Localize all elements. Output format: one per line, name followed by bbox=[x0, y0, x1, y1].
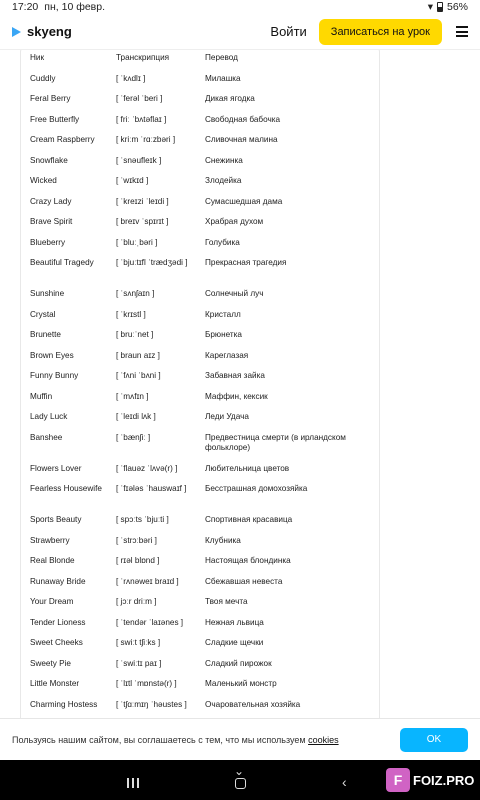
transcription-cell: [ ˈbjuːtɪfl ˈtrædʒədi ] bbox=[116, 258, 188, 267]
translation-cell: Прекрасная трагедия bbox=[205, 258, 287, 267]
transcription-cell: [ ˈkrɪstl ] bbox=[116, 309, 146, 319]
translation-cell: Дикая ягодка bbox=[205, 94, 255, 103]
header-nick: Ник bbox=[30, 53, 45, 62]
cookie-text: Пользуясь нашим сайтом, вы соглашаетесь с тем, что мы используем bbox=[12, 734, 309, 745]
transcription-cell: [ bruːˈnet ] bbox=[116, 330, 154, 339]
transcription-cell: [ ˈferəl ˈberi ] bbox=[116, 94, 163, 103]
nick-cell: Muffin bbox=[30, 391, 53, 401]
header-transcription: Транскрипция bbox=[116, 53, 170, 62]
cookies-link[interactable]: cookies bbox=[308, 734, 339, 745]
transcription-cell: [ ˈlɪtl ˈmɒnstə(r) ] bbox=[116, 679, 177, 688]
logo-icon bbox=[12, 27, 21, 37]
site-header bbox=[0, 14, 480, 50]
translation-cell: Брюнетка bbox=[205, 330, 242, 339]
nick-cell: Flowers Lover bbox=[30, 463, 82, 473]
translation-cell: Предвестница смерти (в ирландском фольклоре) bbox=[205, 432, 346, 452]
translation-cell: Милашка bbox=[205, 73, 241, 83]
cookie-ok-button[interactable]: OK bbox=[400, 728, 468, 752]
transcription-cell: [ ˈswiːtɪ paɪ ] bbox=[116, 658, 162, 668]
translation-cell: Очаровательная хозяйка bbox=[205, 699, 301, 709]
translation-cell: Сладкие щечки bbox=[205, 638, 264, 647]
battery-icon bbox=[437, 2, 443, 12]
translation-cell: Маленький монстр bbox=[205, 679, 277, 688]
nick-cell: Beautiful Tragedy bbox=[30, 258, 94, 267]
nick-cell: Tender Lioness bbox=[30, 617, 86, 627]
translation-cell: Голубика bbox=[205, 237, 240, 247]
menu-icon[interactable] bbox=[456, 26, 468, 37]
transcription-cell: [ ˈfɪələs ˈhauswaɪf ] bbox=[116, 484, 187, 493]
translation-cell: Спортивная красавица bbox=[205, 515, 293, 524]
cookie-message bbox=[12, 735, 339, 745]
status-date: пн, 10 февр. bbox=[44, 1, 106, 13]
nick-cell: Snowflake bbox=[30, 155, 68, 165]
home-icon[interactable] bbox=[235, 778, 246, 789]
translation-cell: Сладкий пирожок bbox=[205, 658, 272, 668]
nick-cell: Feral Berry bbox=[30, 94, 71, 103]
transcription-cell: [ swiːt tʃiːks ] bbox=[116, 638, 161, 647]
translation-cell: Сумасшедшая дама bbox=[205, 196, 283, 206]
nick-cell: Banshee bbox=[30, 432, 63, 442]
translation-cell: Бесстрашная домохозяйка bbox=[205, 484, 308, 493]
transcription-cell: [ ˈsnəufleɪk ] bbox=[116, 155, 162, 165]
transcription-cell: [ kriːm ˈrɑːzbəri ] bbox=[116, 135, 176, 144]
nick-cell: Blueberry bbox=[30, 237, 66, 247]
translation-cell: Снежинка bbox=[205, 155, 243, 165]
nick-cell: Fearless Housewife bbox=[30, 484, 102, 493]
chevron-down-icon[interactable]: ⌄ bbox=[234, 764, 245, 778]
signup-lesson-button[interactable]: Записаться на урок bbox=[319, 19, 442, 45]
transcription-cell: [ ˈwɪkɪd ] bbox=[116, 176, 149, 185]
nick-cell: Sports Beauty bbox=[30, 515, 82, 524]
page-content bbox=[0, 50, 480, 718]
transcription-cell: [ ˈbluːˌbəri ] bbox=[116, 237, 158, 247]
nick-cell: Free Butterfly bbox=[30, 114, 80, 124]
nick-cell: Runaway Bride bbox=[30, 576, 86, 586]
transcription-cell: [ breɪv ˈspɪrɪt ] bbox=[116, 217, 169, 226]
watermark-logo-icon: F bbox=[386, 768, 410, 792]
translation-cell: Забавная зайка bbox=[205, 371, 265, 380]
cookie-banner bbox=[0, 718, 480, 760]
translation-cell: Твоя мечта bbox=[205, 597, 248, 606]
status-right bbox=[428, 1, 468, 13]
watermark-text: FOIZ.PRO bbox=[413, 772, 475, 788]
status-bar bbox=[0, 0, 480, 14]
translation-cell: Злодейка bbox=[205, 176, 242, 185]
translation-cell: Кареглазая bbox=[205, 350, 249, 360]
transcription-cell: [ ˈrʌnəweɪ braɪd ] bbox=[116, 576, 179, 586]
translation-cell: Нежная львица bbox=[205, 617, 264, 627]
nick-cell: Charming Hostess bbox=[30, 699, 98, 709]
translation-cell: Кристалл bbox=[205, 309, 241, 319]
signal-icon: ▾ bbox=[427, 1, 433, 13]
skyeng-logo[interactable] bbox=[12, 24, 72, 39]
nick-cell: Strawberry bbox=[30, 535, 70, 545]
nick-cell: Brunette bbox=[30, 330, 61, 339]
transcription-cell: [ ˈtʃɑːmɪŋ ˈhəustes ] bbox=[116, 699, 187, 709]
nick-cell: Brown Eyes bbox=[30, 350, 74, 360]
transcription-cell: [ friː ˈbʌtəflaɪ ] bbox=[116, 114, 167, 124]
translation-cell: Маффин, кексик bbox=[205, 391, 268, 401]
nick-cell: Sweet Cheeks bbox=[30, 638, 83, 647]
transcription-cell: [ ˈkʌdlɪ ] bbox=[116, 73, 146, 83]
transcription-cell: [ ˈleɪdi lʌk ] bbox=[116, 412, 156, 421]
transcription-cell: [ jɔːr driːm ] bbox=[116, 597, 157, 606]
nick-cell: Little Monster bbox=[30, 679, 80, 688]
nick-cell: Crazy Lady bbox=[30, 196, 72, 206]
nick-cell: Sweety Pie bbox=[30, 658, 71, 668]
watermark bbox=[386, 765, 478, 795]
transcription-cell: [ ˈmʌfɪn ] bbox=[116, 391, 149, 401]
transcription-cell: [ rɪəl blɒnd ] bbox=[116, 556, 160, 565]
back-icon[interactable]: ‹ bbox=[342, 774, 347, 790]
translation-cell: Свободная бабочка bbox=[205, 114, 281, 124]
translation-cell: Клубника bbox=[205, 535, 241, 545]
transcription-cell: [ spɔːts ˈbjuːti ] bbox=[116, 515, 169, 524]
transcription-cell: [ ˈbænʃiː ] bbox=[116, 432, 151, 442]
logo-text: skyeng bbox=[27, 24, 72, 39]
nick-cell: Real Blonde bbox=[30, 556, 75, 565]
nickname-table bbox=[20, 50, 380, 718]
nick-cell: Sunshine bbox=[30, 289, 65, 298]
login-link[interactable]: Войти bbox=[270, 24, 307, 39]
translation-cell: Любительница цветов bbox=[205, 463, 290, 473]
translation-cell: Сбежавшая невеста bbox=[205, 576, 283, 586]
header-translation: Перевод bbox=[205, 53, 238, 62]
transcription-cell: [ ˈfʌni ˈbʌni ] bbox=[116, 371, 161, 380]
nick-cell: Lady Luck bbox=[30, 412, 68, 421]
status-time: 17:20 bbox=[12, 1, 39, 13]
transcription-cell: [ ˈkreɪzi ˈleɪdi ] bbox=[116, 196, 169, 206]
nick-cell: Brave Spirit bbox=[30, 217, 73, 226]
nick-cell: Wicked bbox=[30, 176, 57, 185]
nick-cell: Cream Raspberry bbox=[30, 135, 95, 144]
transcription-cell: [ braun aɪz ] bbox=[116, 350, 160, 360]
nick-cell: Your Dream bbox=[30, 597, 74, 606]
transcription-cell: [ ˈflauəz ˈlʌvə(r) ] bbox=[116, 463, 178, 473]
battery-level: 56% bbox=[446, 1, 468, 13]
translation-cell: Храбрая духом bbox=[205, 217, 264, 226]
translation-cell: Солнечный луч bbox=[205, 289, 264, 298]
nick-cell: Crystal bbox=[30, 309, 56, 319]
recent-apps-icon[interactable] bbox=[127, 778, 139, 788]
translation-cell: Сливочная малина bbox=[205, 135, 278, 144]
transcription-cell: [ ˈsʌnʃaɪn ] bbox=[116, 289, 155, 298]
nick-cell: Cuddly bbox=[30, 73, 56, 83]
transcription-cell: [ ˈstrɔːbəri ] bbox=[116, 535, 157, 545]
nick-cell: Funny Bunny bbox=[30, 371, 79, 380]
translation-cell: Настоящая блондинка bbox=[205, 556, 291, 565]
transcription-cell: [ ˈtendər ˈlaɪənes ] bbox=[116, 617, 184, 627]
translation-cell: Леди Удача bbox=[205, 412, 249, 421]
